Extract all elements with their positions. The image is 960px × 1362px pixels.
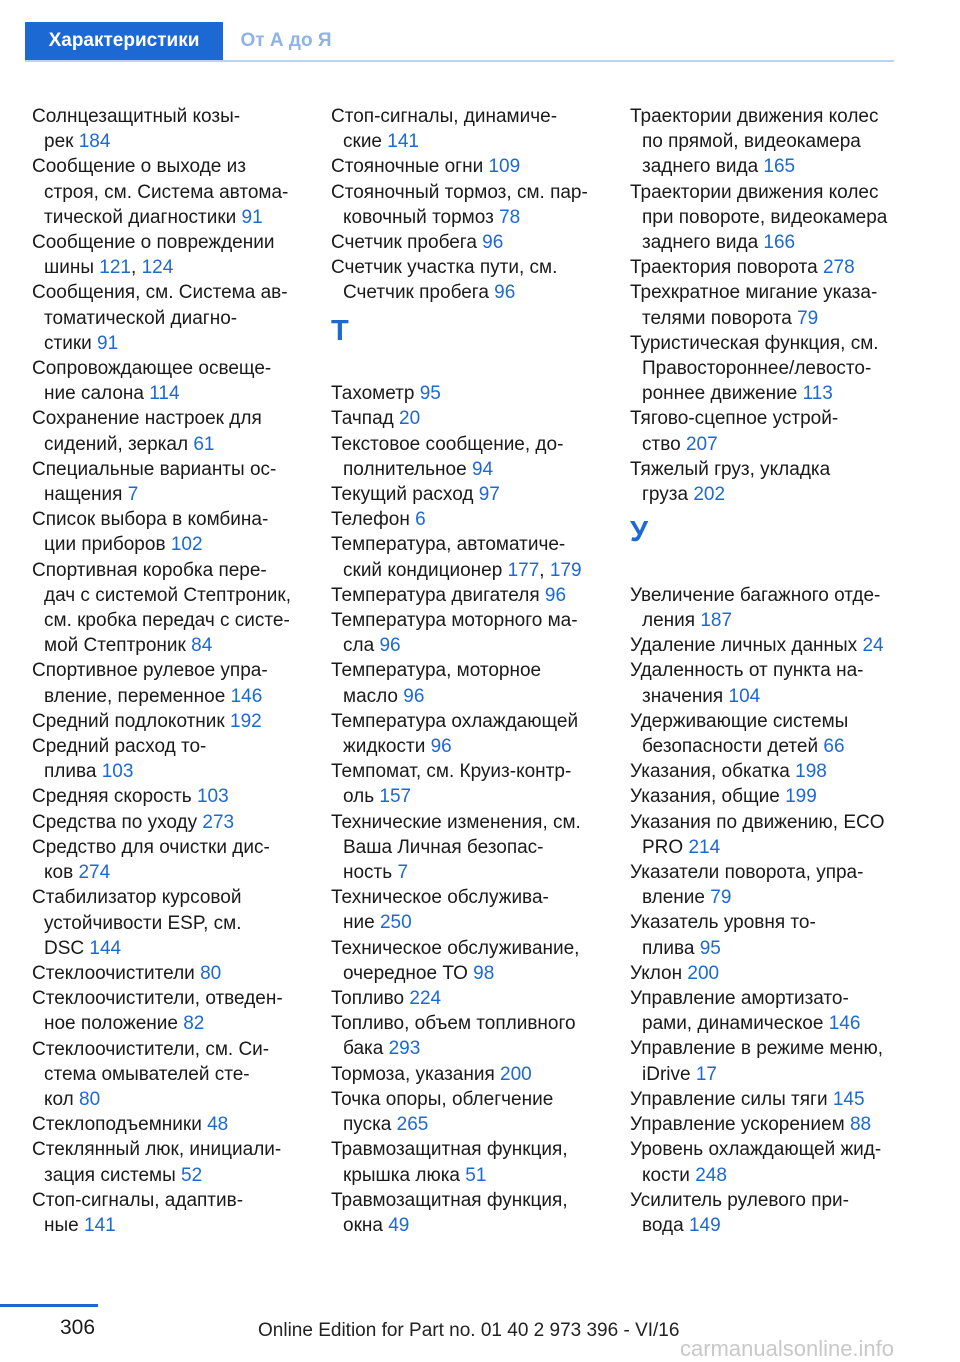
entry-text: мой Стептроник — [44, 635, 192, 657]
entry-text: вода — [642, 1214, 689, 1236]
entry-text: Траектории движения колес — [630, 181, 879, 203]
index-entry — [630, 658, 900, 708]
index-entry — [32, 406, 298, 456]
index-entry — [331, 986, 597, 1011]
page-link[interactable]: 121 — [99, 257, 131, 279]
page-link[interactable]: 104 — [728, 685, 761, 707]
entry-text: Стеклянный люк, инициали- — [32, 1139, 282, 1161]
entry-text: Управление в режиме меню, — [630, 1038, 884, 1060]
page-link[interactable]: 103 — [196, 786, 229, 808]
entry-text: вление, переменное — [44, 685, 231, 707]
entry-text: ции приборов — [44, 534, 171, 556]
index-column-1 — [32, 104, 298, 1238]
footer-divider — [0, 1304, 98, 1307]
index-entry — [32, 1112, 298, 1137]
entry-text: см. кробка передач с систе- — [44, 610, 290, 632]
index-entry — [630, 633, 900, 658]
entry-text: шины — [44, 257, 100, 279]
entry-text: Телефон — [331, 509, 416, 531]
edition-text: Online Edition for Part no. 01 40 2 973 396 - VI/16 — [258, 1320, 680, 1341]
entry-text: Топливо — [331, 988, 410, 1010]
index-entry — [32, 457, 298, 507]
entry-text: Средство для очистки дис- — [32, 836, 270, 858]
entry-text: Траектория поворота — [630, 257, 823, 279]
page-link[interactable]: 66 — [823, 736, 845, 758]
section-letter: У — [630, 516, 649, 549]
section-letter: Т — [331, 314, 349, 347]
page-link[interactable]: 91 — [241, 206, 263, 228]
index-entry — [32, 961, 298, 986]
entry-text: Сопровождающее освеще- — [32, 358, 272, 380]
index-column-3 — [630, 104, 900, 1238]
index-entry — [331, 1087, 597, 1137]
entry-text: Управление амортизато- — [630, 988, 849, 1010]
entry-text: Солнцезащитный козы- — [32, 106, 241, 127]
page-link[interactable]: 166 — [763, 232, 796, 254]
page-link[interactable]: 207 — [685, 433, 718, 455]
entry-text: Техническое обслуживание, — [331, 937, 580, 959]
entry-text: Удаление личных данных — [630, 635, 863, 657]
index-entry — [331, 583, 597, 608]
entry-text: Средняя скорость — [32, 786, 197, 808]
entry-text: Тахометр — [331, 383, 420, 405]
entry-text: телями поворота — [642, 307, 798, 329]
page-link[interactable]: 102 — [170, 534, 203, 556]
index-entry — [630, 1036, 900, 1086]
entry-text: рами, динамическое — [642, 1013, 829, 1035]
index-entry — [331, 1011, 597, 1061]
index-entry — [331, 1137, 597, 1187]
index-entry — [630, 104, 900, 180]
entry-text: Правостороннее/левосто- — [642, 358, 872, 380]
entry-text: Тормоза, указания — [331, 1063, 501, 1085]
entry-text: Средства по уходу — [32, 811, 203, 833]
index-column-2 — [331, 104, 597, 1238]
entry-text: Точка опоры, облегчение — [331, 1088, 554, 1110]
entry-text: оль — [343, 786, 380, 808]
entry-text: Уровень охлаждающей жид- — [630, 1139, 882, 1161]
entry-text: строя, см. Система автома- — [44, 181, 289, 203]
index-entry — [32, 507, 298, 557]
page-link[interactable]: 214 — [688, 836, 721, 858]
page-number: 306 — [60, 1316, 96, 1339]
index-entry — [331, 759, 597, 809]
entry-text: Травмозащитная функция, — [331, 1139, 568, 1161]
index-entry — [630, 583, 900, 633]
page-link[interactable]: 88 — [849, 1114, 872, 1136]
index-entry — [331, 709, 597, 759]
page-link[interactable]: 200 — [687, 962, 720, 984]
page-link[interactable]: 265 — [396, 1114, 429, 1136]
entry-text: Счетчик пробега — [331, 232, 483, 254]
entry-text: Указатель уровня то- — [630, 912, 816, 934]
page-link[interactable]: 141 — [84, 1214, 116, 1236]
page-link[interactable]: 199 — [785, 786, 817, 808]
entry-text: Спортивное рулевое упра- — [32, 660, 268, 682]
entry-text: Топливо, объем топливного — [331, 1013, 576, 1035]
entry-text: очередное ТО — [343, 962, 474, 984]
entry-text: Специальные варианты ос- — [32, 458, 277, 480]
index-entry — [331, 104, 597, 154]
page-link[interactable]: 80 — [79, 1088, 101, 1110]
entry-text: Управление ускорением — [630, 1114, 850, 1136]
entry-text: Стеклоочистители, см. Си- — [32, 1038, 270, 1060]
entry-text: Спортивная коробка пере- — [32, 559, 267, 581]
index-entry — [630, 1137, 900, 1187]
index-entry: Сообщение о повреждении шины 121, 124 — [32, 232, 275, 279]
entry-text: Температура моторного ма- — [331, 610, 578, 632]
entry-text: Стояночный тормоз, см. пар- — [331, 181, 588, 203]
page-link[interactable]: 17 — [695, 1063, 717, 1085]
entry-text: Текстовое сообщение, до- — [331, 433, 564, 455]
entry-text: Сообщение о повреждении — [32, 232, 275, 254]
entry-text: заднего вида — [642, 232, 764, 254]
index-entry — [630, 986, 900, 1036]
entry-text: значения — [642, 685, 729, 707]
entry-text: ние салона — [44, 383, 150, 405]
page-link[interactable]: 149 — [688, 1214, 721, 1236]
entry-text: Сохранение настроек для — [32, 408, 262, 430]
index-entry — [32, 1188, 298, 1238]
entry-text: Средний подлокотник — [32, 710, 230, 732]
index-entry — [630, 709, 900, 759]
entry-text: Температура двигателя — [331, 584, 545, 606]
index-entry — [32, 558, 298, 659]
tab-a-to-z[interactable]: От А до Я — [240, 30, 332, 51]
index-entry — [630, 784, 900, 809]
entry-text: пуска — [343, 1114, 397, 1136]
page-link[interactable]: 224 — [409, 988, 442, 1010]
page-link[interactable]: 146 — [230, 685, 263, 707]
page-link[interactable]: 79 — [710, 887, 732, 909]
page-link[interactable]: 192 — [230, 710, 262, 732]
page-link[interactable]: 145 — [832, 1088, 865, 1110]
index-entry — [32, 885, 298, 961]
entry-text: Тяжелый груз, укладка — [630, 458, 831, 480]
entry-text: при повороте, видеокамера — [642, 206, 888, 228]
page-link[interactable]: 96 — [482, 232, 504, 254]
entry-text: нащения — [44, 484, 128, 506]
index-entry — [630, 457, 900, 507]
page-link[interactable]: 274 — [78, 862, 111, 884]
entry-text: Стояночные огни — [331, 156, 489, 178]
entry-text: масло — [343, 685, 404, 707]
page-link[interactable]: 97 — [478, 484, 500, 506]
entry-text: жидкости — [343, 736, 431, 758]
index-entry — [630, 910, 900, 960]
entry-text: сидений, зеркал — [44, 433, 194, 455]
page-link[interactable]: 165 — [763, 156, 796, 178]
entry-text: Стеклоочистители — [32, 962, 201, 984]
page-link[interactable]: 96 — [403, 685, 425, 707]
index-entry — [32, 986, 298, 1036]
entry-text: стема омывателей сте- — [44, 1063, 250, 1085]
index-entry — [630, 810, 900, 860]
page-link[interactable]: 91 — [97, 332, 119, 354]
entry-text: кости — [642, 1164, 696, 1186]
page-link[interactable]: 98 — [473, 962, 495, 984]
page-link[interactable]: 114 — [149, 383, 180, 405]
entry-text: ковочный тормоз — [343, 206, 500, 228]
index-entry — [32, 154, 298, 230]
entry-text: Ваша Личная безопас- — [343, 836, 544, 858]
page-link[interactable]: 141 — [387, 131, 419, 153]
index-entry — [32, 1037, 298, 1113]
entry-text: Удерживающие системы — [630, 710, 849, 732]
page-link[interactable]: 95 — [419, 383, 441, 405]
page-link[interactable]: 103 — [101, 761, 134, 783]
entry-text: вление — [642, 887, 711, 909]
index-entry — [331, 180, 597, 230]
page-link[interactable]: 124 — [141, 257, 174, 279]
entry-text: крышка люка — [343, 1164, 466, 1186]
entry-text: ские — [343, 131, 388, 153]
entry-text: Управление силы тяги — [630, 1088, 833, 1110]
entry-text: полнительное — [343, 458, 472, 480]
page-link[interactable]: 157 — [379, 786, 412, 808]
page-link[interactable]: 52 — [181, 1164, 203, 1186]
entry-text: томатической диагно- — [44, 307, 238, 329]
page-link[interactable]: 7 — [397, 862, 409, 884]
entry-text: Указания по движению, ECO — [630, 811, 885, 833]
entry-text: плива — [642, 937, 700, 959]
page-link[interactable]: 78 — [499, 206, 521, 228]
entry-text: Траектории движения колес — [630, 106, 879, 127]
entry-text: Указания, общие — [630, 786, 786, 808]
index-entry — [32, 1137, 298, 1187]
index-entry — [32, 810, 298, 835]
page-link[interactable]: 24 — [862, 635, 884, 657]
page-link[interactable]: 200 — [500, 1063, 532, 1085]
index-entry — [630, 759, 900, 784]
entry-text: Температура, моторное — [331, 660, 542, 682]
index-entry — [630, 180, 900, 256]
entry-text: Тачпад — [331, 408, 400, 430]
entry-text: ные — [44, 1214, 84, 1236]
page-link[interactable]: 61 — [193, 433, 215, 455]
page-link[interactable]: 94 — [471, 458, 494, 480]
entry-text: Сообщение о выходе из — [32, 156, 246, 178]
index-entry — [32, 784, 298, 809]
entry-text: Стеклоподъемники — [32, 1114, 208, 1136]
page-link[interactable]: 84 — [191, 635, 213, 657]
index-entry — [331, 507, 597, 532]
index-entry — [32, 835, 298, 885]
entry-text: роннее движение — [642, 383, 803, 405]
page-link[interactable]: 51 — [465, 1164, 487, 1186]
entry-text: PRO — [642, 836, 689, 858]
entry-text: Текущий расход — [331, 484, 479, 506]
index-entry — [331, 1188, 597, 1238]
page-link[interactable]: 48 — [207, 1114, 229, 1136]
page-link[interactable]: 293 — [388, 1038, 421, 1060]
watermark: carmanualsonline.info — [680, 1336, 895, 1361]
entry-text: по прямой, видеокамера — [642, 131, 861, 153]
entry-text: Указатели поворота, упра- — [630, 862, 864, 884]
entry-text: Темпомат, см. Круиз-контр- — [331, 761, 572, 783]
entry-text: плива — [44, 761, 102, 783]
index-entry — [331, 885, 597, 935]
entry-text: ления — [642, 610, 701, 632]
page-link[interactable]: 184 — [78, 131, 111, 153]
entry-text: Температура охлаждающей — [331, 710, 579, 732]
entry-text: Тягово-сцепное устрой- — [630, 408, 839, 430]
page-link[interactable]: 144 — [89, 937, 122, 959]
page-link[interactable]: 146 — [828, 1013, 861, 1035]
page-link[interactable]: 250 — [379, 912, 412, 934]
entry-text: Увеличение багажного отде- — [630, 584, 881, 606]
entry-text: Счетчик пробега — [343, 282, 495, 304]
page-link[interactable]: 187 — [700, 610, 733, 632]
index-entry — [331, 154, 597, 179]
page-link[interactable]: 113 — [802, 383, 833, 405]
page-link[interactable]: 96 — [544, 584, 567, 606]
entry-text: бака — [343, 1038, 389, 1060]
entry-text: Технические изменения, см. — [331, 811, 581, 833]
page-link[interactable]: 278 — [822, 257, 855, 279]
entry-text: Стоп-сигналы, динамиче- — [331, 106, 558, 127]
entry-text: Уклон — [630, 962, 688, 984]
index-entry — [331, 1062, 597, 1087]
tab-characteristics[interactable]: Характеристики — [25, 22, 223, 60]
entry-text: ский кондиционер — [343, 559, 508, 581]
index-entry — [331, 255, 597, 305]
index-entry — [630, 860, 900, 910]
entry-text: окна — [343, 1214, 389, 1236]
index-entry — [630, 1112, 900, 1137]
entry-text: Трехкратное мигание указа- — [630, 282, 878, 304]
entry-text: ность — [343, 862, 398, 884]
entry-text: Указания, обкатка — [630, 761, 796, 783]
page-link[interactable]: 177 — [507, 559, 540, 581]
entry-text: сла — [343, 635, 380, 657]
index-entry — [331, 810, 597, 886]
page-link[interactable]: 96 — [430, 736, 452, 758]
entry-text: Стоп-сигналы, адаптив- — [32, 1189, 244, 1211]
entry-text: ков — [44, 862, 79, 884]
header-tabs — [0, 22, 894, 60]
page-link[interactable]: 248 — [695, 1164, 727, 1186]
entry-text: DSC — [44, 937, 90, 959]
entry-text: Стабилизатор курсовой — [32, 887, 242, 909]
page-link[interactable]: 82 — [183, 1013, 205, 1035]
entry-text: заднего вида — [642, 156, 764, 178]
page-link[interactable]: 95 — [699, 937, 721, 959]
entry-text: ное положение — [44, 1013, 184, 1035]
page-link[interactable]: 96 — [494, 282, 516, 304]
index-entry — [32, 104, 298, 154]
index-entry — [331, 482, 597, 507]
page-link[interactable]: 80 — [200, 962, 222, 984]
entry-text: устойчивости ESP, см. — [44, 912, 242, 934]
entry-text: Стеклоочистители, отведен- — [32, 988, 283, 1010]
entry-text: груза — [642, 484, 694, 506]
page-link[interactable]: 49 — [388, 1214, 410, 1236]
page-link[interactable]: 198 — [795, 761, 827, 783]
index-entry — [32, 280, 298, 356]
entry-text: стики — [44, 332, 98, 354]
index-entry — [331, 658, 597, 708]
index-entry — [630, 280, 900, 330]
page-link[interactable]: 179 — [549, 559, 582, 581]
entry-text: Счетчик участка пути, см. — [331, 257, 558, 279]
page-link[interactable]: 7 — [127, 484, 139, 506]
index-entry — [331, 608, 597, 658]
entry-text: ние — [343, 912, 380, 934]
index-entry — [331, 230, 597, 255]
index-entry — [331, 381, 597, 406]
entry-text: тической диагностики — [44, 206, 242, 228]
entry-text: Температура, автоматиче- — [331, 534, 566, 556]
entry-text: безопасности детей — [642, 736, 824, 758]
page-link[interactable]: 6 — [415, 509, 426, 531]
index-entry — [32, 734, 298, 784]
index-entry — [630, 406, 900, 456]
index-entry — [331, 406, 597, 431]
index-entry — [630, 255, 900, 280]
entry-text: кол — [44, 1088, 80, 1110]
index-entry — [32, 658, 298, 708]
entry-text: дач с системой Стептроник, — [44, 584, 291, 606]
page-link[interactable]: 273 — [202, 811, 235, 833]
index-entry: Температура, автоматиче- ский кондиционер 177, 179 — [331, 534, 582, 581]
entry-text: Сообщения, см. Система ав- — [32, 282, 288, 304]
page-link[interactable]: 109 — [488, 156, 521, 178]
page-link[interactable]: 202 — [693, 484, 726, 506]
entry-text: Усилитель рулевого при- — [630, 1189, 849, 1211]
index-entry — [32, 709, 298, 734]
entry-text: Туристическая функция, см. — [630, 332, 879, 354]
entry-text: Травмозащитная функция, — [331, 1189, 568, 1211]
index-entry — [32, 356, 298, 406]
page-link[interactable]: 79 — [797, 307, 819, 329]
entry-text: Список выбора в комбина- — [32, 509, 269, 531]
index-entry — [331, 432, 597, 482]
index-entry — [630, 961, 900, 986]
entry-text: Техническое обслужива- — [331, 887, 549, 909]
page-link[interactable]: 20 — [399, 408, 421, 430]
page-link[interactable]: 96 — [379, 635, 401, 657]
index-entry — [630, 1188, 900, 1238]
index-entry — [331, 936, 597, 986]
entry-text: iDrive — [642, 1063, 696, 1085]
entry-text: ство — [642, 433, 686, 455]
entry-text: рек — [44, 131, 79, 153]
header-divider — [25, 60, 894, 62]
index-entry — [630, 331, 900, 407]
entry-text: зация системы — [44, 1164, 182, 1186]
entry-text: Удаленность от пункта на- — [630, 660, 864, 682]
index-entry — [630, 1087, 900, 1112]
entry-text: Средний расход то- — [32, 736, 207, 758]
